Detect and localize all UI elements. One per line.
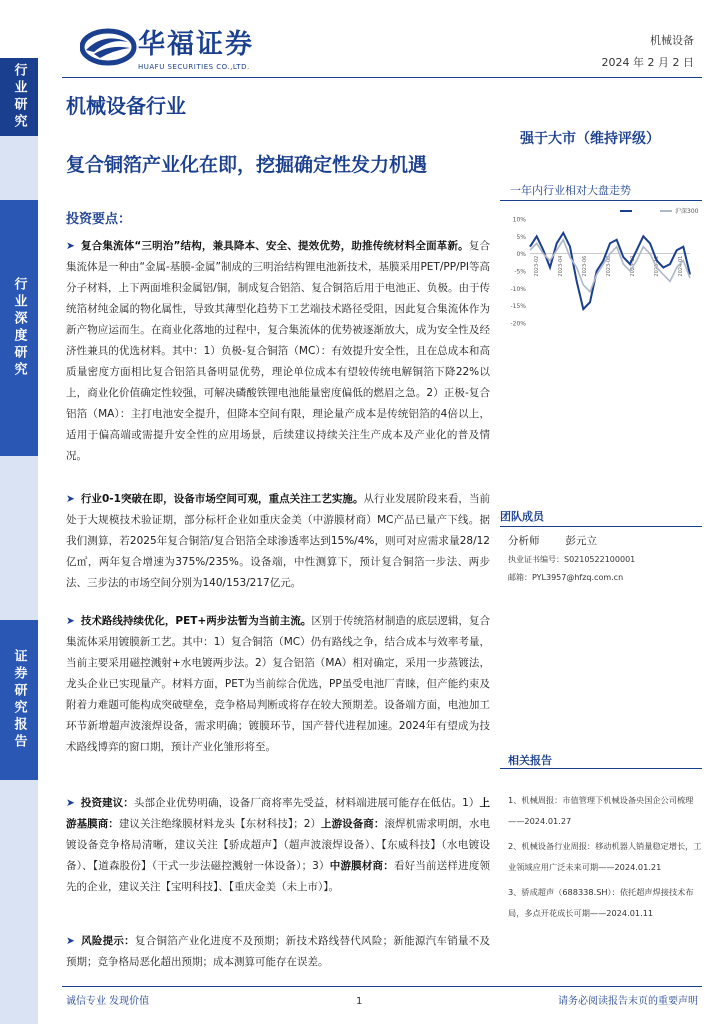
header-meta: [602, 32, 694, 70]
chart-divider: [500, 200, 702, 201]
industry-name: 机械设备行业: [66, 94, 186, 118]
section-title-key-points: 投资要点：: [66, 212, 132, 227]
team-divider: [500, 526, 702, 527]
analyst-email[interactable]: 邮箱：PYL3957@hfzq.com.cn: [508, 573, 624, 582]
bullet-icon: ➤: [66, 493, 75, 505]
footer-divider: [62, 986, 702, 987]
left-sidebar: [0, 0, 38, 1024]
rating-label: 强于大市（维持评级）: [520, 131, 660, 147]
y-tick-label: 10%: [512, 216, 526, 224]
key-point-4: [66, 793, 490, 898]
risk-heading: 风险提示：: [80, 935, 135, 947]
analyst-name: 彭元立: [565, 535, 597, 547]
analyst-cert: 执业证书编号：S0210522100001: [508, 555, 636, 564]
upstream-equipment-text: 滚焊机需求明朗，水电镀设备竞争格局清晰，建议关注【骄成超声】（超声波滚焊设备）、【东威科技】（水电镀设备）、【道森股份】（干式一步法磁控溅射一体设备）；3）: [66, 818, 491, 872]
key-point-1-text: 复合集流体是一种由“金属-基膜-金属”制成的三明治结构锂电池新技术，基膜采用PET/PP/PI等高分子材料，上下两面堆积金属铝/铜，制成复合铝箔、复合铜箔后用于电池正、负极。由于传统箔材纯金属的物化属性，导致其薄型化趋势下工艺端技术路径受阻，因此复合集流体作为新产物应运而生。在商业化落地的过程中，复合集流体的优势被逐渐放大，成为安全性及经济性兼具的优选材料。其中：1）负极-复合铜箔（MC）：有效提升安全性，且在总成本和高质量密度方面相比复合铝箔具备明显优势，理论单位成本有望较传统电解铜箔下降22%以上，商业化价值确定性较强，可解决磷酸铁锂电池能量密度偏低的燃眉之急。2）正极-复合铝箔（MA）：主打电池安全提升，但降本空间有限，理论量产成本是传统铝箔的4倍以上，适用于偏高端或需提升安全性的应用场景，后续建议持续关注生产成本及产业化的普及情况。: [66, 240, 491, 462]
logo-chinese-name: 华福证券: [138, 29, 254, 60]
page-number: 1: [356, 996, 363, 1007]
key-point-1-heading: 复合集流体“三明治”结构，兼具降本、安全、提效优势，助推传统材料全面革新。: [80, 240, 469, 252]
sidebar-spacer: [0, 456, 38, 620]
x-tick-label: 2023-06: [582, 255, 588, 277]
midstream-film-heading: 中游膜材商：: [329, 860, 394, 872]
key-point-3-heading: 技术路线持续优化，PET+两步法暂为当前主流。: [80, 615, 312, 627]
chart-caption: 一年内行业相对大盘走势: [510, 184, 631, 197]
midstream-film-text: 看好当前送样进度领先的企业，建议关注【宝明科技】、【重庆金美（未上市）】。: [66, 860, 490, 893]
legend-label: 沪深300: [675, 208, 699, 215]
header-date: 2024 年 2 月 2 日: [601, 56, 694, 69]
team-info: [508, 531, 635, 587]
analyst-role: 分析师: [508, 535, 540, 547]
x-tick-label: 2023-10: [630, 255, 636, 277]
sidebar-tag-securities-report: [0, 620, 38, 780]
report-title: 复合铜箔产业化在即，挖掘确定性发力机遇: [66, 154, 428, 176]
bullet-icon: ➤: [66, 935, 75, 947]
investment-advice-text: 头部企业优势明确，设备厂商将率先受益，材料端进展可能存在低估。1）: [133, 797, 480, 809]
x-tick-label: 2023-04: [558, 255, 564, 277]
y-tick-label: -15%: [510, 303, 526, 311]
sidebar-tag-label: 证券研究报告: [11, 649, 27, 751]
sidebar-tag-label: 行业研究: [11, 63, 27, 131]
y-tick-label: -10%: [510, 285, 526, 293]
related-report-item[interactable]: 2、机械设备行业周报：移动机器人销量稳定增长，工业领域应用广泛未来可期——2024.01.21: [508, 841, 702, 872]
bullet-icon: ➤: [66, 797, 75, 809]
key-point-2-heading: 行业0-1突破在即，设备市场空间可观，重点关注工艺实施。: [80, 493, 364, 505]
key-point-2: [66, 489, 490, 594]
team-title: 团队成员: [500, 510, 544, 523]
relative-performance-chart: [500, 205, 702, 327]
key-point-2-text: 从行业发展阶段来看，当前处于大规模技术验证期，部分标杆企业如重庆金美（中游膜材商）MC产品已量产下线。据我们测算，若2025年复合铜箔/复合铝箔全球渗透率达到15%/4%，则可对应需求量28/12亿㎡，两年复合增速为375%/235%。设备端，中性测算下，预计复合铜箔一步法、两步法、三步法的市场空间分别为140/153/217亿元。: [66, 493, 491, 589]
key-point-3-text: 区别于传统箔材制造的底层逻辑，复合集流体采用镀膜新工艺。其中：1）复合铜箔（MC）仍有路线之争，结合成本与效率考量，当前主要采用磁控溅射+水电镀两步法。2）复合铝箔（MA）相对确定，采用一步蒸镀法，龙头企业已实现量产。材料方面，PET为当前综合优选，PP虽受电池厂青睐，但产能约束及附着力难题可能构成突破壁垒，竞争格局判断或将存在较大预期差。设备端方面，电池加工环节新增超声波滚焊设备，需求明确；镀膜环节，国产替代进程加速。2024年有望成为技术路线博弈的窗口期，预计产业化雏形将至。: [66, 615, 491, 753]
sidebar-spacer: [0, 136, 38, 200]
sidebar-tag-industry-research: [0, 58, 38, 136]
footer-disclaimer: 请务必阅读报告末页的重要声明: [558, 996, 698, 1007]
y-tick-label: 5%: [516, 233, 526, 241]
logo-english-name: HUAFU SECURITIES CO.,LTD.: [138, 63, 250, 71]
sidebar-tag-deep-research: [0, 200, 38, 456]
company-logo: [80, 22, 254, 71]
key-point-3: [66, 611, 490, 758]
header-category: 机械设备: [650, 34, 694, 47]
logo-swoosh-icon: [80, 28, 138, 66]
sidebar-tag-label: 行业深度研究: [11, 277, 27, 379]
related-reports-title: 相关报告: [508, 754, 552, 767]
x-tick-label: 2023-08: [606, 255, 612, 277]
header-divider: [62, 77, 702, 78]
x-tick-label: 2023-02: [534, 255, 540, 277]
related-reports-list: [508, 790, 706, 928]
related-report-item[interactable]: 3、骄成超声（688338.SH）：依托超声焊接技术布局，多点开花成长可期——2024.01.11: [508, 887, 694, 918]
y-tick-label: -20%: [510, 320, 526, 327]
bullet-icon: ➤: [66, 240, 75, 252]
bullet-icon: ➤: [66, 615, 75, 627]
footer-slogan: 诚信专业 发现价值: [66, 996, 150, 1007]
related-report-item[interactable]: 1、机械周报：市值管理下机械设备央国企公司梳理——2024.01.27: [508, 795, 694, 826]
upstream-film-text: 建议关注绝缘膜材料龙头【东材科技】；2）: [118, 818, 322, 830]
x-tick-label: 2024-01: [678, 255, 684, 277]
upstream-film-heading: 上游基膜商：: [66, 797, 490, 830]
upstream-equipment-heading: 上游设备商：: [321, 818, 385, 830]
investment-advice-heading: 投资建议：: [80, 797, 134, 809]
sidebar-spacer: [0, 780, 38, 1024]
y-tick-label: -5%: [514, 268, 526, 276]
related-divider: [500, 768, 702, 769]
y-tick-label: 0%: [516, 251, 526, 259]
key-point-5: [66, 931, 490, 973]
x-tick-label: 2023-12: [654, 255, 660, 277]
key-point-1: [66, 236, 490, 467]
risk-text: 复合铜箔产业化进度不及预期；新技术路线替代风险；新能源汽车销量不及预期；竞争格局恶化超出预期；成本测算可能存在误差。: [66, 935, 490, 968]
